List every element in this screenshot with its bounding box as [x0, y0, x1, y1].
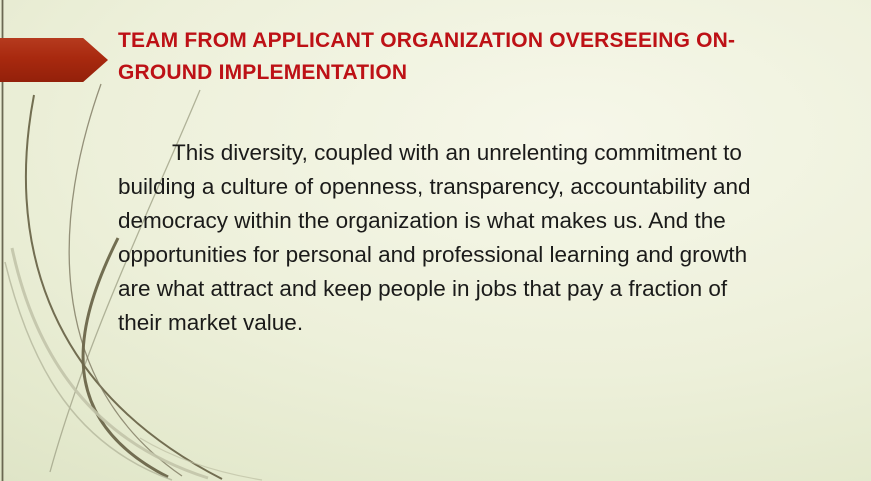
body-line: democracy within the organization is what makes us. And the [118, 208, 726, 233]
body-line: This diversity, coupled with an unrelenting commitment to [172, 140, 742, 165]
title-arrow-shape [0, 38, 108, 82]
body-paragraph [118, 136, 838, 340]
body-line: building a culture of openness, transparency, accountability and [118, 174, 751, 199]
title-line: TEAM FROM APPLICANT ORGANIZATION OVERSEEING ON- [118, 29, 736, 52]
title-line: GROUND IMPLEMENTATION [118, 61, 408, 84]
body-line: their market value. [118, 310, 304, 335]
slide-title [118, 25, 858, 89]
body-line: are what attract and keep people in jobs that pay a fraction of [118, 276, 728, 301]
body-line: opportunities for personal and professional learning and growth [118, 242, 748, 267]
